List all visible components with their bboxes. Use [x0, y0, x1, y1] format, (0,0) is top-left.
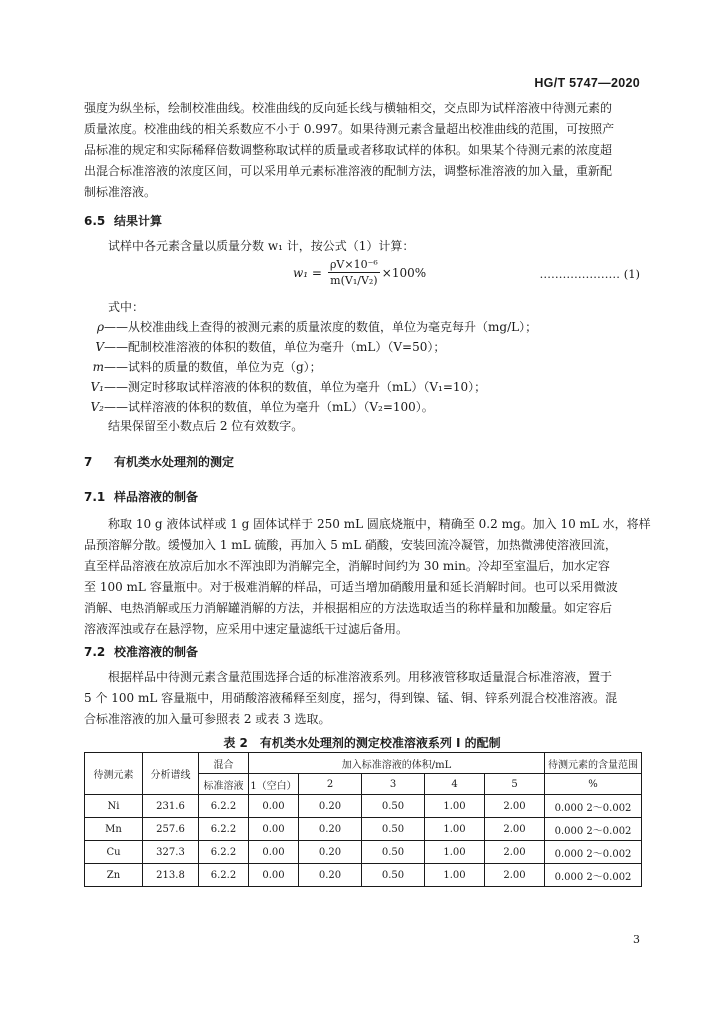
section-title: 有机类水处理剂的测定: [114, 455, 235, 469]
header-volume-1: 1（空白）: [249, 774, 299, 795]
cell-volume: 0.00: [249, 818, 299, 841]
cell-volume: 0.20: [299, 841, 362, 864]
definition-m: [84, 358, 322, 375]
def-text: ——试料的质量的数值，单位为克（g）；: [104, 360, 322, 374]
table-row: [85, 818, 642, 841]
standard-code: HG/T 5747—2020: [534, 76, 640, 90]
cell-line: 231.6: [143, 795, 199, 818]
section-number: 7: [84, 455, 93, 469]
formula-1: [293, 258, 426, 287]
header-mixed-std-2: 标准溶液: [199, 774, 249, 795]
header-range: 待测元素的含量范围: [545, 753, 642, 774]
intro-paragraph: [84, 98, 642, 208]
text-line: 质量浓度。校准曲线的相关系数应不小于 0.997。如果待测元素含量超出校准曲线的范围，可按照产: [84, 122, 615, 136]
section-heading-7-2: [84, 643, 198, 660]
text-line: 至 100 mL 容量瓶中。对于极难消解的样品，可适当增加硝酸用量和延长消解时间。也可以采用微波: [84, 580, 618, 594]
cell-element: Mn: [85, 818, 143, 841]
cell-volume: 0.50: [362, 818, 425, 841]
cell-solution: 6.2.2: [199, 818, 249, 841]
def-text: ——从校准曲线上查得的被测元素的质量浓度的数值，单位为毫克每升（mg/L）；: [104, 320, 538, 334]
cell-volume: 0.20: [299, 818, 362, 841]
cell-volume: 2.00: [485, 818, 545, 841]
sample-prep-paragraph: [84, 514, 651, 644]
header-volume-5: 5: [485, 774, 545, 795]
cell-element: Ni: [85, 795, 143, 818]
cell-solution: 6.2.2: [199, 795, 249, 818]
table-row: [85, 841, 642, 864]
formula-lhs: w₁ =: [293, 265, 322, 280]
cell-range: 0.000 2～0.002: [545, 795, 642, 818]
header-volume-group: 加入标准溶液的体积/mL: [249, 753, 545, 774]
formula-numerator: ρV×10⁻⁶: [329, 258, 378, 271]
cell-solution: 6.2.2: [199, 864, 249, 887]
text-line: 制标准溶液。: [84, 185, 157, 199]
cell-range: 0.000 2～0.002: [545, 864, 642, 887]
cell-volume: 0.50: [362, 864, 425, 887]
definition-v1: [84, 378, 486, 395]
section-heading-6-5: [84, 212, 162, 229]
formula-fraction: [328, 258, 380, 287]
text-line: 品预溶解分散。缓慢加入 1 mL 硫酸，再加入 5 mL 硝酸，安装回流冷凝管，加热微沸使溶液回流，: [84, 538, 617, 552]
cell-volume: 2.00: [485, 841, 545, 864]
section-number: 6.5: [84, 214, 106, 228]
equation-number: ………………… (1): [539, 267, 640, 281]
section-title: 样品溶液的制备: [114, 490, 199, 504]
cell-range: 0.000 2～0.002: [545, 841, 642, 864]
cell-volume: 0.00: [249, 795, 299, 818]
page-number: 3: [633, 933, 640, 946]
definition-v: [84, 338, 445, 355]
cell-line: 213.8: [143, 864, 199, 887]
def-symbol: V₁: [90, 380, 104, 394]
section-number: 7.1: [84, 490, 106, 504]
cell-volume: 2.00: [485, 795, 545, 818]
cell-solution: 6.2.2: [199, 841, 249, 864]
def-symbol: ρ: [96, 320, 104, 334]
text-line: 出混合标准溶液的浓度区间，可以采用单元素标准溶液的配制方法，调整标准溶液的加入量，重新配: [84, 164, 613, 178]
cell-volume: 1.00: [425, 818, 485, 841]
text-line: 溶液浑浊或存在悬浮物，应采用中速定量滤纸干过滤后备用。: [84, 622, 409, 636]
result-note: 结果保留至小数点后 2 位有效数字。: [108, 419, 304, 433]
header-volume-3: 3: [362, 774, 425, 795]
def-symbol: m: [92, 360, 104, 374]
cell-line: 327.3: [143, 841, 199, 864]
header-line: 分析谱线: [143, 753, 199, 795]
section-heading-7: [84, 453, 234, 470]
text-line: 称取 10 g 液体试样或 1 g 固体试样于 250 mL 圆底烧瓶中，精确至 0.2 mg。加入 10 mL 水，将样: [108, 517, 651, 531]
header-element: 待测元素: [85, 753, 143, 795]
def-text: ——配制校准溶液的体积的数值，单位为毫升（mL）（V=50）；: [104, 340, 446, 354]
header-mixed-std: 混合: [199, 753, 249, 774]
cell-volume: 0.50: [362, 841, 425, 864]
table-title: 表 2 有机类水处理剂的测定校准溶液系列 Ⅰ 的配制: [223, 736, 501, 750]
where-label: 式中：: [108, 300, 145, 314]
text-line: 5 个 100 mL 容量瓶中，用硝酸溶液稀释至刻度，摇匀，得到镍、锰、铜、锌系列混合校准溶液。混: [84, 691, 618, 705]
cell-volume: 2.00: [485, 864, 545, 887]
definition-v2: [84, 398, 434, 415]
calc-intro-text: 试样中各元素含量以质量分数 w₁ 计，按公式（1）计算：: [108, 239, 415, 253]
text-line: 强度为纵坐标，绘制校准曲线。校准曲线的反向延长线与横轴相交，交点即为试样溶液中待测元素的: [84, 101, 613, 115]
header-range-unit: %: [545, 774, 642, 795]
cell-volume: 0.50: [362, 795, 425, 818]
text-line: 根据样品中待测元素含量范围选择合适的标准溶液系列。用移液管移取适量混合标准溶液，置于: [108, 670, 613, 684]
header-volume-2: 2: [299, 774, 362, 795]
cell-element: Cu: [85, 841, 143, 864]
definition-rho: [84, 318, 537, 335]
def-text: ——测定时移取试样溶液的体积的数值，单位为毫升（mL）（V₁=10）；: [104, 380, 487, 394]
section-number: 7.2: [84, 645, 106, 659]
cell-volume: 0.20: [299, 864, 362, 887]
formula-denominator: m(V₁/V₂): [330, 274, 378, 287]
def-symbol: V: [95, 340, 104, 354]
cell-volume: 0.00: [249, 864, 299, 887]
header-volume-4: 4: [425, 774, 485, 795]
cell-volume: 1.00: [425, 795, 485, 818]
cell-volume: 1.00: [425, 864, 485, 887]
section-heading-7-1: [84, 488, 198, 505]
cell-volume: 1.00: [425, 841, 485, 864]
cell-volume: 0.20: [299, 795, 362, 818]
text-line: 品标准的规定和实际稀释倍数调整称取试样的质量或者移取试样的体积。如果某个待测元素的浓度超: [84, 143, 613, 157]
cell-volume: 0.00: [249, 841, 299, 864]
formula-suffix: ×100%: [381, 265, 427, 280]
def-text: ——试样溶液的体积的数值，单位为毫升（mL）（V₂=100）。: [104, 400, 434, 414]
cell-element: Zn: [85, 864, 143, 887]
text-line: 消解、电热消解或压力消解罐消解的方法，并根据相应的方法选取适当的称样量和加酸量。如定容后: [84, 601, 613, 615]
calibration-prep-paragraph: [84, 667, 642, 733]
cell-range: 0.000 2～0.002: [545, 818, 642, 841]
text-line: 直至样品溶液在放凉后加水不浑浊即为消解完全，消解时间约为 30 min。冷却至室温后，加水定容: [84, 559, 610, 573]
def-symbol: V₂: [90, 400, 104, 414]
cell-line: 257.6: [143, 818, 199, 841]
table-row: [85, 795, 642, 818]
section-title: 结果计算: [114, 214, 163, 228]
table-row: [85, 864, 642, 887]
section-title: 校准溶液的制备: [114, 645, 199, 659]
calibration-table: [84, 752, 642, 887]
text-line: 合标准溶液的加入量可参照表 2 或表 3 选取。: [84, 712, 331, 726]
